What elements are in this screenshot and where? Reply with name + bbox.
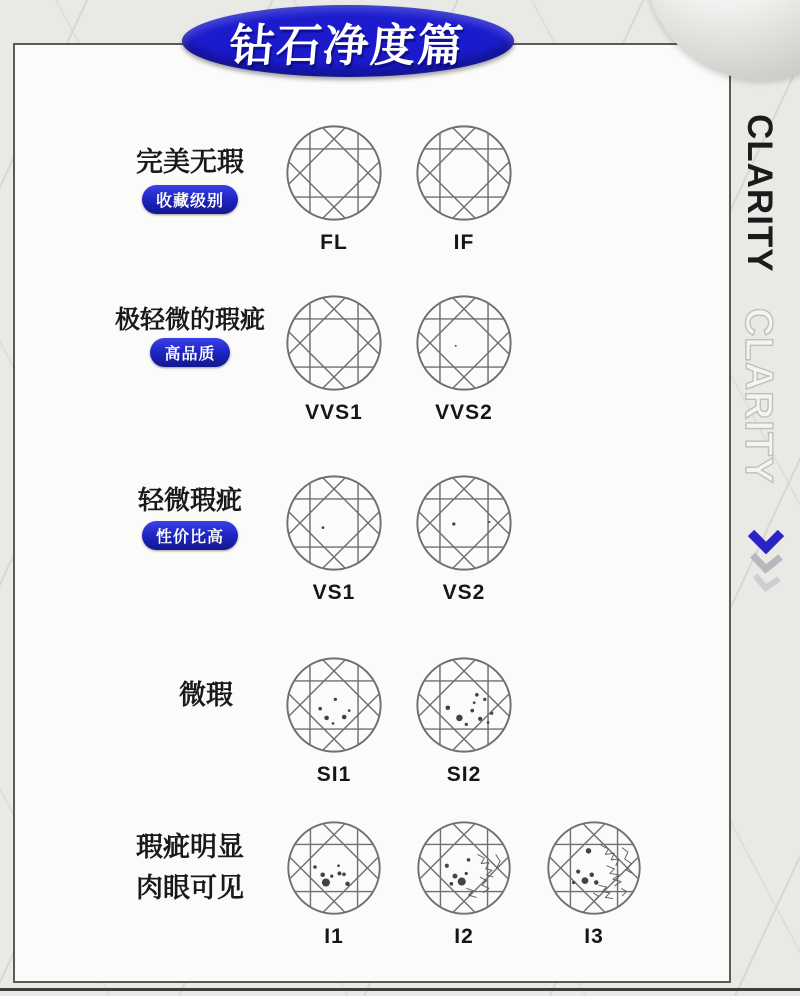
grade-cell-I3 (545, 819, 643, 949)
grade-label: I3 (584, 925, 604, 948)
grade-cell-I2 (415, 819, 513, 949)
grade-cell-VVS2 (414, 293, 514, 425)
diamond-diagram-FL (284, 123, 384, 223)
diamond-diagram-I2 (415, 819, 513, 917)
diamond-diagram-SI1 (284, 655, 384, 755)
diamond-diagram-SI2 (414, 655, 514, 755)
diamond-diagram-I1 (285, 819, 383, 917)
diamond-diagram-VVS1 (284, 293, 384, 393)
grade-cell-VS1 (284, 473, 384, 605)
row-label-text: 微瑕 (179, 679, 233, 710)
row-badge: 收藏级别 (142, 185, 238, 214)
row-badge: 性价比高 (142, 521, 238, 550)
bottom-rule (0, 988, 800, 991)
row-badge: 高品质 (150, 338, 229, 367)
grade-cell-VVS1 (284, 293, 384, 425)
diamond-diagram-I3 (545, 819, 643, 917)
row-label-text: 轻微瑕疵 (137, 484, 242, 515)
grade-label: SI1 (316, 763, 352, 786)
diamond-diagram-VVS2 (414, 293, 514, 393)
grade-cell-IF (414, 123, 514, 255)
grade-label: VS1 (312, 581, 356, 604)
clarity-vertical-text-dark: CLARITY (740, 114, 779, 273)
grade-label: VS2 (442, 581, 486, 604)
chevron-down-icons (746, 530, 790, 593)
grade-cell-SI2 (414, 655, 514, 787)
title-banner (182, 5, 514, 77)
chevron-down-icon (745, 571, 788, 598)
row-label-text: 肉眼可见 (136, 873, 244, 903)
row-label-text: 瑕疵明显 (136, 832, 244, 862)
grade-label: SI2 (446, 763, 482, 786)
grade-label: I1 (324, 925, 344, 948)
page-title: 钻石净度篇 (227, 19, 468, 71)
grade-label: IF (453, 231, 475, 254)
clarity-row-5 (15, 819, 729, 961)
clarity-row-1 (15, 123, 729, 265)
grade-cell-I1 (285, 819, 383, 949)
grade-cell-VS2 (414, 473, 514, 605)
clarity-vertical-text-outline: CLARITY (737, 308, 780, 484)
row-label-text: 极轻微的瑕疵 (114, 306, 265, 334)
diamond-diagram-IF (414, 123, 514, 223)
grade-label: I2 (454, 925, 474, 948)
clarity-row-2 (15, 293, 729, 435)
diamond-diagram-VS2 (414, 473, 514, 573)
grade-cell-SI1 (284, 655, 384, 787)
grade-cell-FL (284, 123, 384, 255)
grade-label: VVS1 (305, 401, 363, 424)
content-panel (13, 43, 731, 983)
grade-label: FL (320, 231, 348, 254)
clarity-row-4 (15, 655, 729, 797)
grade-label: VVS2 (435, 401, 493, 424)
row-label-text: 完美无瑕 (136, 146, 244, 177)
diamond-diagram-VS1 (284, 473, 384, 573)
clarity-row-3 (15, 473, 729, 615)
